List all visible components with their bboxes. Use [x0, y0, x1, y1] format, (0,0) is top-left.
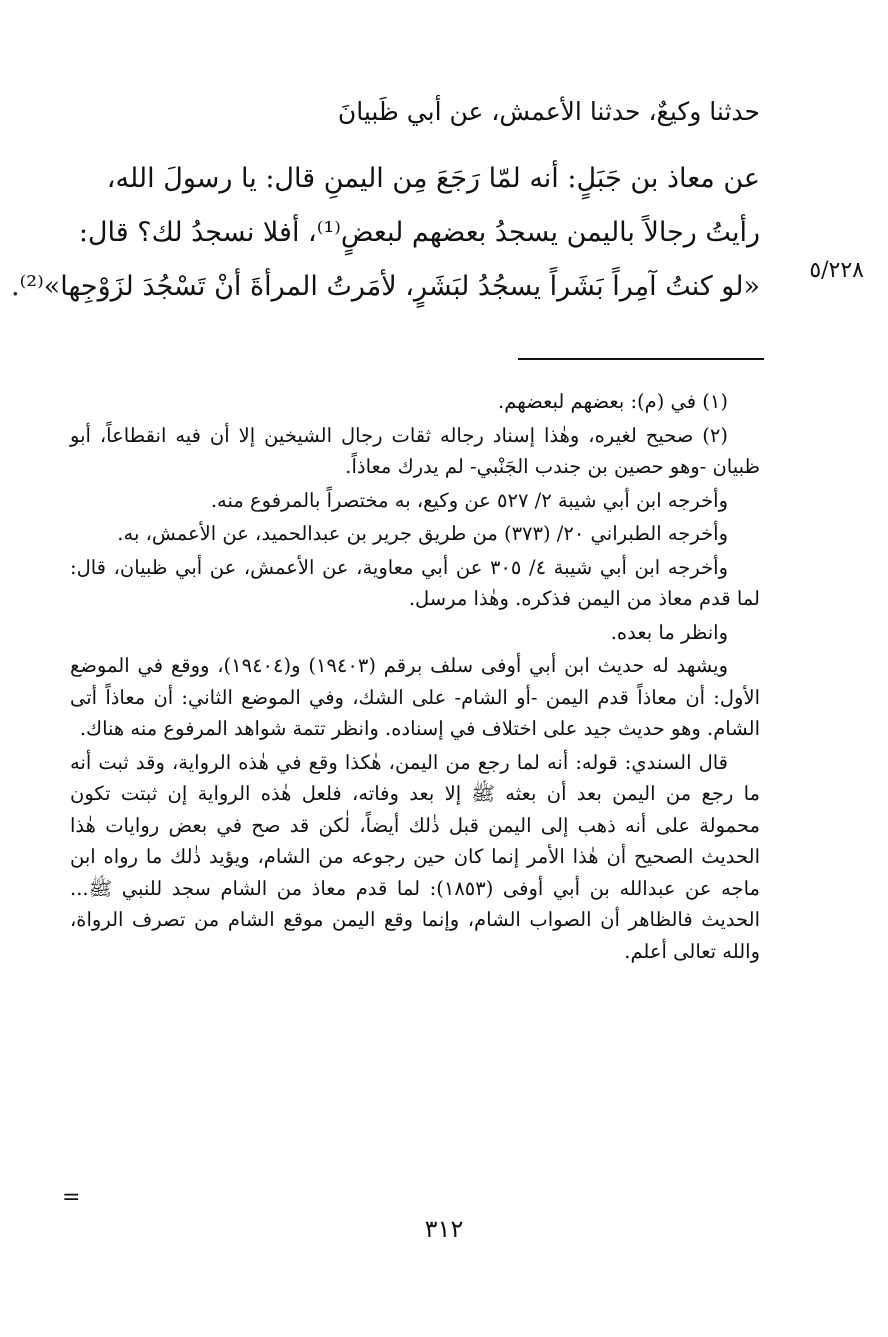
hadith-line: «لو كنتُ آمِراً بَشَراً يسجُدُ لبَشَرٍ، لأمَرتُ المرأةَ أنْ تَسْجُدَ لزَوْجِها»⁽²⁾. — [11, 271, 760, 302]
footnote-2: (٢) صحيح لغيره، وهٰذا إسناد رجاله ثقات رجال الشيخين إلا أن فيه انقطاعاً، أبو ظبيان -وهو حصين بن جندب الجَنْبي- لم يدرك معاذاً. — [70, 423, 760, 478]
footnote-paragraph: وأخرجه ابن أبي شيبة ٢/ ٥٢٧ عن وكيع، به مختصراً بالمرفوع منه. — [210, 488, 728, 512]
footnotes — [70, 386, 760, 969]
isnad-line: حدثنا وكيعٌ، حدثنا الأعمش، عن أبي ظَبيانَ — [337, 97, 760, 126]
continuation-mark: = — [62, 1185, 81, 1210]
footnote-paragraph: وانظر ما بعده. — [610, 620, 728, 644]
footnote-paragraph: وأخرجه الطبراني ٢٠/ (٣٧٣) من طريق جرير بن عبدالحميد، عن الأعمش، به. — [117, 522, 728, 545]
margin-reference: ٥/٢٢٨ — [809, 258, 864, 283]
footnote-separator — [518, 358, 764, 360]
footnote-paragraph: وأخرجه ابن أبي شيبة ٤/ ٣٠٥ عن أبي معاوية، عن الأعمش، عن أبي ظبيان، قال: لما قدم معاذ من اليمن فذكره. وهٰذا مرسل. — [70, 555, 760, 610]
hadith-line: رأيتُ رجالاً باليمن يسجدُ بعضهم لبعضٍ⁽¹⁾، أفلا نسجدُ لك؟ قال: — [78, 217, 760, 248]
footnote-1: (١) في (م): بعضهم لبعضهم. — [498, 390, 728, 413]
footnote-paragraph: قال السندي: قوله: أنه لما رجع من اليمن، هٰكذا وقع في هٰذه الرواية، وقد ثبت أنه ما رجع من اليمن بعد أن بعثه ﷺ إلا بعد وفاته، فلعل هٰذه الرواية إن ثبتت تكون محمولة على أنه ذهب إلى اليمن قبل ذٰلك أيضاً، لٰكن قد صح في بعض روايات هٰذا الحديث الصحيح أن هٰذا الأمر إنما كان حين رجوعه من الشام، ويؤيد ذٰلك ما رواه ابن ماجه عن عبدالله بن أبي أوفى (١٨٥٣): لما قدم معاذ من الشام سجد للنبي ﷺ... الحديث فالظاهر أن الصواب الشام، وإنما وقع اليمن موقع الشام من تصرف الرواة، والله تعالى أعلم. — [70, 750, 760, 963]
hadith-text — [11, 152, 760, 314]
hadith-line: عن معاذ بن جَبَلٍ: أنه لمّا رَجَعَ مِن اليمنِ قال: يا رسولَ الله، — [106, 163, 760, 194]
page-number: ٣١٢ — [424, 1215, 464, 1243]
footnote-paragraph: ويشهد له حديث ابن أبي أوفى سلف برقم (١٩٤٠٣) و(١٩٤٠٤)، ووقع في الموضع الأول: أن معاذاً قدم اليمن -أو الشام- على الشك، وفي الموضع الثاني: أن معاذاً أتى الشام. وهو حديث جيد على اختلاف في إسناده. وانظر تتمة شواهد المرفوع منه هناك. — [70, 654, 760, 740]
